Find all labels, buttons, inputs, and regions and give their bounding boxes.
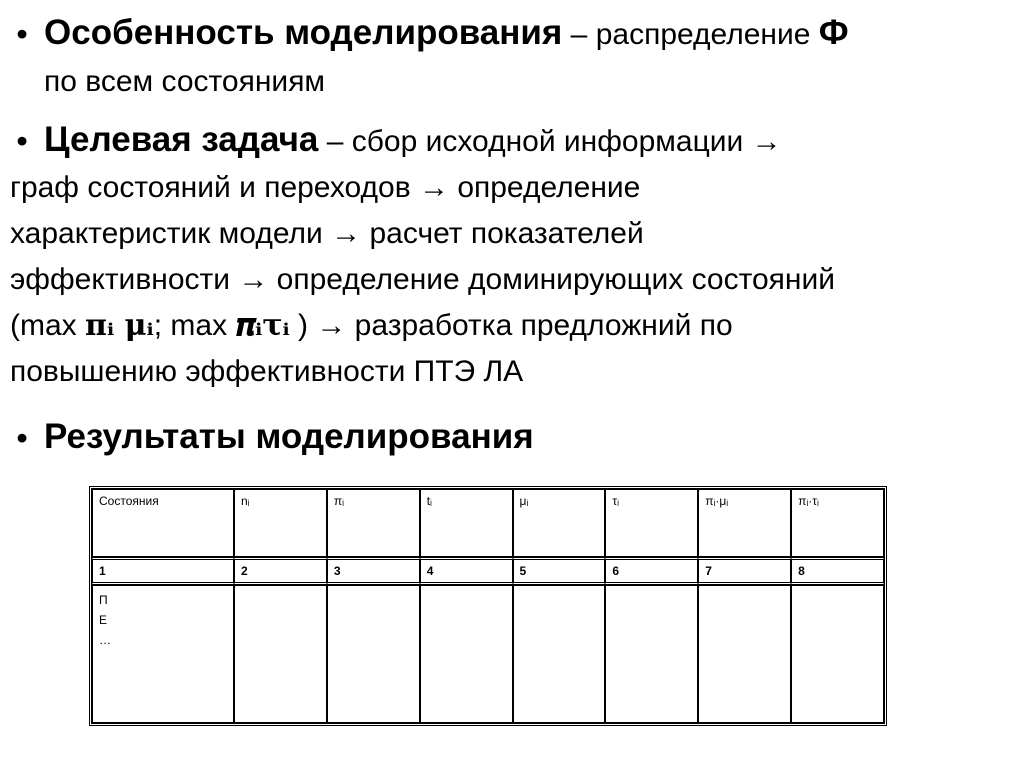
flow-line-3: характеристик модели → расчет показателей <box>10 217 644 250</box>
table-cell <box>420 585 513 723</box>
table-number-cell: 2 <box>234 557 327 585</box>
table-number-row <box>92 557 884 585</box>
bullet-title: Особенность моделирования <box>44 13 563 52</box>
table-number-cell: 7 <box>698 557 791 585</box>
results-table <box>89 486 887 726</box>
table-header-cell: μᵢ <box>513 489 606 557</box>
state-e: Е <box>99 613 108 627</box>
bullet-dot: • <box>16 16 28 51</box>
bullet-text: распределение <box>595 18 819 51</box>
math-pi-mu: πᵢ μᵢ <box>85 308 154 343</box>
table-header-cell: tᵢ <box>420 489 513 557</box>
bullet-title: Результаты моделирования <box>44 417 534 456</box>
text: ) → разработка предложний по <box>289 309 733 342</box>
table-number-cell: 1 <box>92 557 234 585</box>
table-cell <box>698 585 791 723</box>
flow-line-5 <box>0 303 1010 349</box>
bullet-target-task <box>0 117 1010 395</box>
bullet-title: Целевая задача <box>44 120 319 159</box>
table-number-cell: 8 <box>791 557 884 585</box>
table-cell <box>791 585 884 723</box>
flow-line-2: граф состояний и переходов → определение <box>10 171 641 204</box>
state-p: П <box>99 593 108 607</box>
dash: – <box>318 125 352 158</box>
bullet-dot: • <box>16 123 28 158</box>
text: (max <box>10 309 85 342</box>
dash: – <box>562 18 596 51</box>
bullet-text-cont: по всем состояниям <box>44 65 326 98</box>
table-header-cell: πᵢ·τᵢ <box>791 489 884 557</box>
table-cell <box>513 585 606 723</box>
bullet-dot: • <box>16 420 28 455</box>
table-cell <box>234 585 327 723</box>
table-header-cell: nᵢ <box>234 489 327 557</box>
table-row <box>92 585 884 723</box>
flow-line-6: повышению эффективности ПТЭ ЛА <box>10 355 524 388</box>
table-cell <box>327 585 420 723</box>
flow-line-1: сбор исходной информации → <box>351 125 782 158</box>
bullet-modeling-feature <box>0 10 1010 105</box>
table-header-cell: πᵢ <box>327 489 420 557</box>
table-number-cell: 4 <box>420 557 513 585</box>
flow-line-4: эффективности → определение доминирующих состояний <box>10 263 835 296</box>
state-ellipsis: … <box>99 633 111 647</box>
table-header-cell: Состояния <box>92 489 234 557</box>
phi-symbol: Ф <box>818 13 849 52</box>
text: ; max <box>153 309 236 342</box>
bullet-results <box>0 414 1010 461</box>
table-number-cell: 6 <box>605 557 698 585</box>
math-pi-tau: 𝝅ᵢ𝛕ᵢ <box>235 308 290 343</box>
table-number-cell: 5 <box>513 557 606 585</box>
table-header-cell: τᵢ <box>605 489 698 557</box>
table-number-cell: 3 <box>327 557 420 585</box>
table-cell <box>605 585 698 723</box>
table-header-row <box>92 489 884 557</box>
table-header-cell: πᵢ·μᵢ <box>698 489 791 557</box>
states-cell <box>92 585 234 723</box>
